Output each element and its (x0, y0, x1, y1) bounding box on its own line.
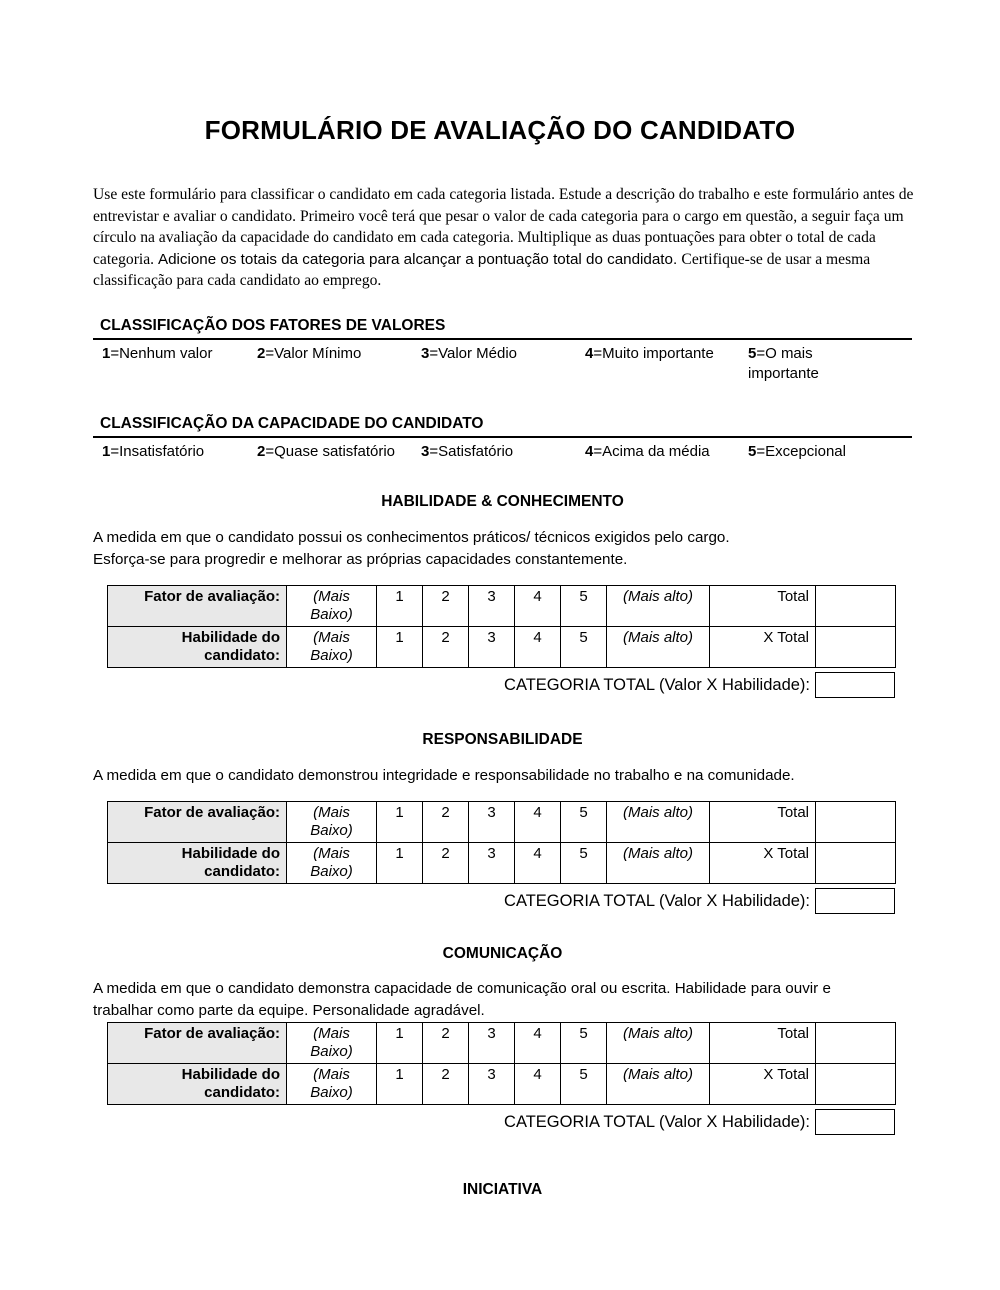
description-line: Esforça-se para progredir e melhorar as próprias capacidades constantemente. (93, 550, 628, 568)
low-label-cell: (Mais Baixo) (287, 1063, 377, 1104)
x-total-label-cell: X Total (710, 842, 816, 883)
low-label-cell: (Mais Baixo) (287, 585, 377, 626)
total-label-cell: Total (710, 585, 816, 626)
section-description (93, 527, 912, 571)
section-iniciativa (93, 1180, 912, 1199)
rating-number: 1 (102, 344, 111, 362)
rating-number: 4 (585, 344, 594, 362)
section-title: RESPONSABILIDADE (422, 730, 583, 748)
category-total-label: CATEGORIA TOTAL (Valor X Habilidade): (504, 675, 810, 694)
factor-row (108, 1022, 896, 1063)
value-rating-item-1 (102, 344, 257, 384)
ability-rating-cell-3[interactable]: 3 (469, 1063, 515, 1104)
x-total-label-cell: X Total (710, 1063, 816, 1104)
rating-label: =Satisfatório (429, 442, 514, 460)
ability-rating-cell-1[interactable]: 1 (377, 842, 423, 883)
high-label-cell: (Mais alto) (607, 1063, 710, 1104)
description-line: A medida em que o candidato demonstra capacidade de comunicação oral ou escrita. Habilidade para ouvir e (93, 979, 831, 997)
capacity-rating-item-1 (102, 442, 257, 462)
x-total-value-cell[interactable] (816, 842, 896, 883)
rating-label: =Acima da média (593, 442, 710, 460)
high-label-cell: (Mais alto) (607, 1022, 710, 1063)
factor-rating-cell-3[interactable]: 3 (469, 801, 515, 842)
capacity-rating-heading: CLASSIFICAÇÃO DA CAPACIDADE DO CANDIDATO (93, 414, 912, 438)
section-comunicacao (93, 944, 912, 1135)
rating-label: =Nenhum valor (110, 344, 213, 362)
total-value-cell[interactable] (816, 1022, 896, 1063)
factor-rating-cell-4[interactable]: 4 (515, 585, 561, 626)
rating-table (107, 1022, 896, 1105)
high-label-cell: (Mais alto) (607, 842, 710, 883)
low-label-cell: (Mais Baixo) (287, 842, 377, 883)
rating-label: =Muito importante (593, 344, 714, 362)
ability-rating-cell-2[interactable]: 2 (423, 626, 469, 667)
rating-number: 1 (102, 442, 111, 460)
ability-row (108, 626, 896, 667)
capacity-rating-legend (93, 414, 912, 462)
section-habilidade-conhecimento (93, 492, 912, 698)
intro-text-sans: Adicione os totais da categoria para alcançar a pontuação total do candidato. (157, 250, 682, 268)
category-total-box[interactable] (815, 672, 895, 698)
factor-rating-cell-2[interactable]: 2 (423, 585, 469, 626)
rating-number: 5 (748, 344, 757, 362)
factor-rating-cell-1[interactable]: 1 (377, 1022, 423, 1063)
ability-row (108, 842, 896, 883)
page-title: FORMULÁRIO DE AVALIAÇÃO DO CANDIDATO (204, 115, 796, 145)
ability-rating-cell-3[interactable]: 3 (469, 842, 515, 883)
factor-rating-cell-4[interactable]: 4 (515, 801, 561, 842)
value-rating-item-5 (748, 344, 858, 384)
category-total-row (93, 1109, 895, 1135)
high-label-cell: (Mais alto) (607, 801, 710, 842)
section-title: COMUNICAÇÃO (442, 944, 563, 962)
rating-table (107, 801, 896, 884)
factor-rating-cell-4[interactable]: 4 (515, 1022, 561, 1063)
factor-rating-cell-5[interactable]: 5 (561, 585, 607, 626)
category-total-row (93, 672, 895, 698)
factor-label-cell: Fator de avaliação: (108, 585, 287, 626)
intro-text-serif-1: Use este formulário para classificar o candidato em cada categoria listada. Estude a descrição do trabalho e este formulário antes de entrevistar e avaliar o candidato. Primeiro você terá que pesar o valor de cada categoria para o cargo em questão, a seguir faça um círculo na avaliação da capacidade do candidato em cada categoria. Multiplique as duas pontuações para obter o total de cada categoria. (93, 186, 914, 268)
rating-label: =Quase satisfatório (265, 442, 395, 460)
rating-label: =Valor Médio (429, 344, 518, 362)
ability-row (108, 1063, 896, 1104)
capacity-rating-item-3 (421, 442, 585, 462)
ability-label-cell: Habilidade do candidato: (108, 1063, 287, 1104)
rating-number: 2 (257, 344, 266, 362)
rating-label: =Insatisfatório (110, 442, 205, 460)
category-total-row (93, 888, 895, 914)
x-total-value-cell[interactable] (816, 626, 896, 667)
ability-label-cell: Habilidade do candidato: (108, 626, 287, 667)
category-total-box[interactable] (815, 888, 895, 914)
total-value-cell[interactable] (816, 801, 896, 842)
intro-text-serif-2: Certifique-se de usar a mesma classificação para cada candidato ao emprego. (93, 250, 871, 289)
value-rating-item-4 (585, 344, 748, 384)
factor-rating-cell-1[interactable]: 1 (377, 585, 423, 626)
description-line: trabalhar como parte da equipe. Personalidade agradável. (93, 1001, 485, 1019)
rating-number: 3 (421, 344, 430, 362)
value-rating-items (93, 344, 912, 384)
low-label-cell: (Mais Baixo) (287, 626, 377, 667)
ability-rating-cell-4[interactable]: 4 (515, 626, 561, 667)
ability-rating-cell-5[interactable]: 5 (561, 842, 607, 883)
factor-label-cell: Fator de avaliação: (108, 1022, 287, 1063)
ability-rating-cell-2[interactable]: 2 (423, 842, 469, 883)
rating-number: 3 (421, 442, 430, 460)
description-line: A medida em que o candidato possui os conhecimentos práticos/ técnicos exigidos pelo cargo. (93, 528, 730, 546)
ability-label-cell: Habilidade do candidato: (108, 842, 287, 883)
rating-label: =O mais importante (748, 344, 819, 382)
total-value-cell[interactable] (816, 585, 896, 626)
factor-row (108, 801, 896, 842)
section-title: INICIATIVA (462, 1180, 543, 1198)
rating-table (107, 585, 896, 668)
section-responsabilidade (93, 730, 912, 914)
ability-rating-cell-3[interactable]: 3 (469, 626, 515, 667)
factor-row (108, 585, 896, 626)
rating-number: 4 (585, 442, 594, 460)
ability-rating-cell-4[interactable]: 4 (515, 1063, 561, 1104)
factor-rating-cell-2[interactable]: 2 (423, 801, 469, 842)
capacity-rating-items (93, 442, 912, 462)
high-label-cell: (Mais alto) (607, 626, 710, 667)
capacity-rating-item-5 (748, 442, 858, 462)
section-description (93, 765, 912, 787)
factor-rating-cell-1[interactable]: 1 (377, 801, 423, 842)
ability-rating-cell-1[interactable]: 1 (377, 1063, 423, 1104)
category-total-box[interactable] (815, 1109, 895, 1135)
ability-rating-cell-5[interactable]: 5 (561, 1063, 607, 1104)
low-label-cell: (Mais Baixo) (287, 1022, 377, 1063)
rating-number: 2 (257, 442, 266, 460)
factor-rating-cell-5[interactable]: 5 (561, 801, 607, 842)
factor-rating-cell-2[interactable]: 2 (423, 1022, 469, 1063)
category-total-label: CATEGORIA TOTAL (Valor X Habilidade): (504, 1112, 810, 1131)
low-label-cell: (Mais Baixo) (287, 801, 377, 842)
description-line: A medida em que o candidato demonstrou integridade e responsabilidade no trabalho e na comunidade. (93, 766, 795, 784)
section-title: HABILIDADE & CONHECIMENTO (381, 492, 624, 510)
value-rating-legend (93, 316, 912, 384)
ability-rating-cell-5[interactable]: 5 (561, 626, 607, 667)
value-rating-item-2 (257, 344, 421, 384)
capacity-rating-item-2 (257, 442, 421, 462)
value-rating-item-3 (421, 344, 585, 384)
category-total-label: CATEGORIA TOTAL (Valor X Habilidade): (504, 891, 810, 910)
capacity-rating-item-4 (585, 442, 748, 462)
rating-label: =Excepcional (756, 442, 846, 460)
factor-rating-cell-3[interactable]: 3 (469, 585, 515, 626)
ability-rating-cell-2[interactable]: 2 (423, 1063, 469, 1104)
high-label-cell: (Mais alto) (607, 585, 710, 626)
rating-number: 5 (748, 442, 757, 460)
ability-rating-cell-1[interactable]: 1 (377, 626, 423, 667)
ability-rating-cell-4[interactable]: 4 (515, 842, 561, 883)
factor-rating-cell-5[interactable]: 5 (561, 1022, 607, 1063)
total-label-cell: Total (710, 801, 816, 842)
section-description (93, 978, 912, 1022)
x-total-value-cell[interactable] (816, 1063, 896, 1104)
value-rating-heading: CLASSIFICAÇÃO DOS FATORES DE VALORES (93, 316, 912, 340)
factor-label-cell: Fator de avaliação: (108, 801, 287, 842)
factor-rating-cell-3[interactable]: 3 (469, 1022, 515, 1063)
total-label-cell: Total (710, 1022, 816, 1063)
x-total-label-cell: X Total (710, 626, 816, 667)
intro-paragraph (93, 184, 915, 292)
rating-label: =Valor Mínimo (265, 344, 362, 362)
